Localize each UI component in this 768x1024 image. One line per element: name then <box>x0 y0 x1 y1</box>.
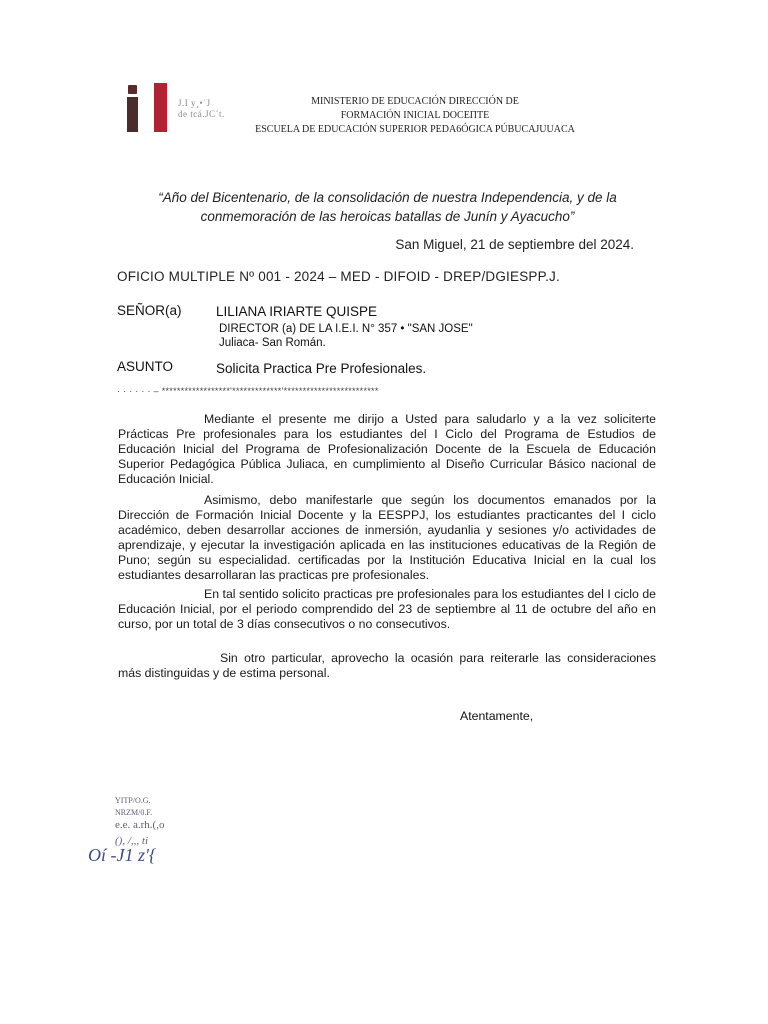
footer-initials-4: (), /,,, ti <box>115 835 148 847</box>
recipient-label: SEÑOR(a) <box>117 303 182 318</box>
letterhead-line-2: FORMACIÓN INICIAL DOCEПTE <box>340 110 490 121</box>
recipient-role: DIRECTOR (a) DE LA I.E.I. N° 357 • "SAN JOSE" <box>219 323 473 335</box>
closing: Atentamente, <box>460 709 534 723</box>
body-paragraph-3: En tal sentido solicito practicas pre profesionales para los estudiantes del I ciclo de Educación Inicial, por el periodo comprendido del 23 de septiembre al 11 de octubre del año en curso, por un total de 3 días consecutivos o no consecutivos. <box>118 587 656 631</box>
footer-initials-1: YITP/O.G. <box>115 796 151 805</box>
recipient-place: Juliaca- San Román. <box>219 337 326 349</box>
body-paragraph-1: Mediante el presente me dirijo a Usted para saludarlo y a la vez soliciterte Prácticas Pre profesionales para los estudiantes del I Ciclo del Programa de Estudios de Educación Inicial del Programa de Profesionalización Docente de la Escuela de Educación Superior Pedagógica Pública Juliaca, en cumplimiento al Diseño Curricular Básico nacional de Educación Inicial. <box>118 412 656 486</box>
institution-logo <box>120 80 230 135</box>
reference-separator: · · · · · · – ******************'*************'************************* <box>117 386 379 396</box>
letterhead <box>250 95 580 137</box>
letterhead-line-3: ESCUELA DE EDUCACIÓN SUPERIOR PEDA6ÓGICA PÚBUCAJUUACA <box>255 124 575 135</box>
logo-text: J.I y¸•´J de tcá.JC´t. <box>178 98 225 119</box>
footer-initials-3: e.e. a.rh.(,o <box>115 819 165 831</box>
subject-text: Solicita Practica Pre Profesionales. <box>216 361 427 376</box>
body-paragraph-4: Sin otro particular, aprovecho la ocasión para reiterarle las consideraciones más distinguidas y de estima personal. <box>118 651 656 680</box>
recipient-name: LILIANA IRIARTE QUISPE <box>216 304 378 319</box>
body-paragraph-2: Asimismo, debo manifestarle que según los documentos emanados por la Dirección de Formación Inicial Docente y la EESPPJ, los estudiantes practicantes del I ciclo académico, deben desarrollar acciones de inmersión, ayudanlia y sesiones y/o actividades de aprendizaje, y ejecutar la investigación aplicada en las instituciones educativas de la Región de Puno; según su especialidad. certificadas por la Institución Educativa Inicial en la cual los estudiantes desarrollaran las practicas pre profesionales. <box>118 493 656 582</box>
footer-initials-5: Oí -J1 z'{ <box>88 845 157 865</box>
letterhead-line-1: MINISTERIO DE EDUCACIÓN DIRECCIÓN DE <box>311 96 519 107</box>
logo-red-bar <box>154 83 167 132</box>
date-line: San Miguel, 21 de septiembre del 2024. <box>395 237 634 252</box>
year-motto: “Año del Bicentenario, de la consolidación de nuestra Independencia, y de la conmemoración de las heroicas batallas de Junín y Ayacucho” <box>158 190 617 224</box>
footer-initials-2: NRZM/0.F. <box>115 808 153 817</box>
recipient-details <box>219 322 473 350</box>
oficio-number: OFICIO MULTIPLE Nº 001 - 2024 – MED - DIFOID - DREP/DGIESPP.J. <box>117 269 560 284</box>
logo-stem <box>127 97 138 132</box>
logo-dot <box>128 85 137 94</box>
subject-label: ASUNTO <box>117 359 174 374</box>
